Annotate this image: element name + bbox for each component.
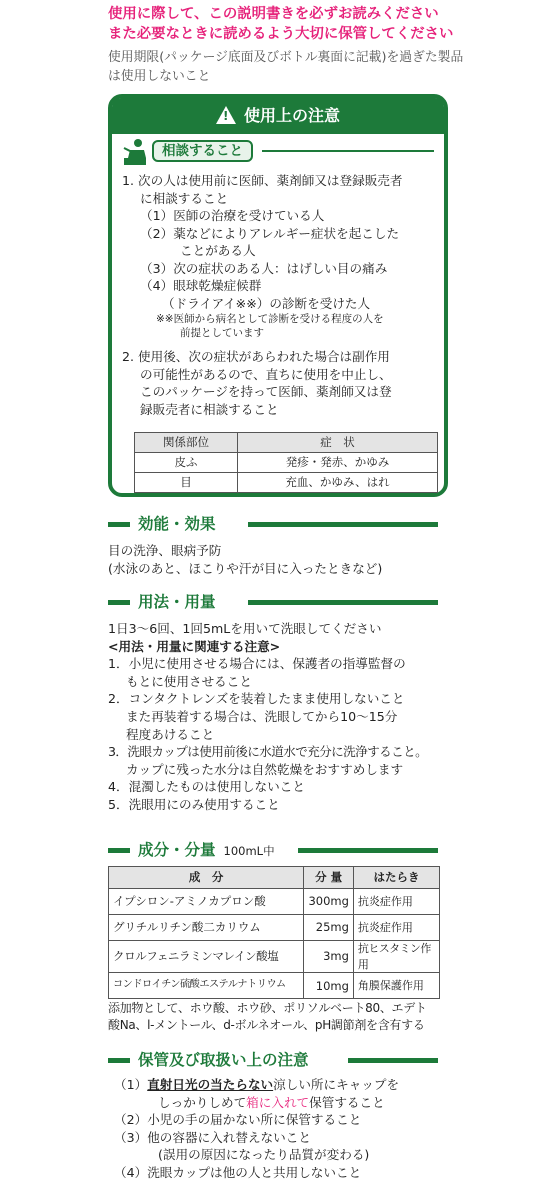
efficacy-title: 効能・効果: [138, 515, 216, 533]
consult-item-1-cont: に相談すること: [140, 190, 229, 206]
keep-in-box-emphasis: 箱に入れて: [246, 1094, 310, 1110]
consult-item-1: 1. 次の人は使用前に医師、薬剤師又は登録販売者: [122, 173, 403, 188]
usage-note: カップに残った水分は自然乾燥をおすすめします: [126, 761, 404, 777]
consult-sub-1: （1）医師の治療を受けている人: [140, 208, 325, 223]
consult-label: 相談すること: [152, 140, 253, 162]
table-row: [135, 473, 438, 493]
storage-heading: [108, 1048, 438, 1072]
usage-title: 用法・用量: [138, 593, 216, 611]
ingredients-title-text: 成分・分量: [138, 841, 216, 859]
direct-sunlight-warning: 直射日光の当たらない: [147, 1077, 274, 1092]
table-cell: 発疹・発赤、かゆみ: [238, 453, 438, 473]
usage-text: [108, 620, 448, 814]
dry-eye-note: ※※医師から病名として診断を受ける程度の人を: [156, 313, 384, 325]
table-cell: 角膜保護作用: [353, 973, 439, 999]
storage-item-2: （2）小児の手の届かない所に保管すること: [114, 1112, 362, 1128]
table-cell: イプシロン-アミノカプロン酸: [109, 889, 304, 915]
usage-notes-title: <用法・用量に関連する注意>: [108, 638, 281, 654]
dry-eye-note-cont: 前提としています: [180, 327, 264, 339]
keep-instructions-notice: また必要なときに読めるよう大切に保管してください: [108, 26, 454, 42]
consult-item-2: 2. 使用後、次の症状があらわれた場合は副作用: [122, 349, 390, 364]
table-header: 成 分: [109, 867, 304, 889]
storage-text-part: 保管すること: [309, 1094, 385, 1110]
table-header-symptom: 症 状: [238, 433, 438, 453]
table-cell: 25mg: [304, 915, 354, 941]
table-cell: 10mg: [304, 973, 354, 999]
usage-note: また再装着する場合は、洗眼してから10〜15分: [126, 708, 398, 724]
expiry-notice-line1: 使用期限(パッケージ底面及びボトル裏面に記載)を過ぎた製品: [108, 50, 464, 65]
precautions-body: [122, 172, 440, 418]
usage-note: もとに使用させること: [126, 673, 252, 689]
table-cell: グリチルリチン酸二カリウム: [109, 915, 304, 941]
efficacy-line: 目の洗浄、眼病予防: [108, 543, 222, 558]
usage-note: 程度あけること: [126, 726, 215, 742]
table-row: [135, 453, 438, 473]
additives-line: 酸Na、l-メントール、d-ボルネオール、pH調節剤を含有する: [108, 1018, 425, 1032]
storage-title: 保管及び取扱い上の注意: [138, 1051, 309, 1069]
table-cell: 充血、かゆみ、はれ: [238, 473, 438, 493]
consult-item-2-cont3: 録販売者に相談すること: [140, 401, 279, 417]
storage-item-3: （3）他の容器に入れ替えないこと: [114, 1129, 311, 1145]
consult-sub-4-cont: （ドライアイ※※）の診断を受けた人: [162, 295, 371, 311]
storage-item-4: （4）洗眼カップは他の人と共用しないこと: [114, 1164, 362, 1180]
ingredients-heading: [108, 838, 438, 862]
table-cell: 抗炎症作用: [353, 915, 439, 941]
consult-sub-4: （4）眼球乾燥症候群: [140, 278, 262, 293]
table-cell: 300mg: [304, 889, 354, 915]
storage-item-3-cont: (誤用の原因になったり品質が変わる): [158, 1147, 370, 1163]
usage-note: 4．混濁したものは使用しないこと: [108, 779, 305, 795]
ingredients-per: 100mL中: [223, 844, 275, 858]
table-header: はたらき: [353, 867, 439, 889]
table-header-area: 関係部位: [135, 433, 238, 453]
table-cell: 皮ふ: [135, 453, 238, 473]
expiry-notice-line2: は使用しないこと: [108, 69, 211, 84]
consult-person-icon: [122, 138, 148, 166]
usage-note: 2．コンタクトレンズを装着したまま使用しないこと: [108, 691, 405, 707]
additives-line: 添加物として、ホウ酸、ホウ砂、ポリソルベート80、エデト: [108, 1001, 427, 1015]
table-row: [109, 941, 440, 973]
table-cell: コンドロイチン硫酸エステルナトリウム: [109, 973, 304, 999]
storage-item-1-cont: [114, 1094, 454, 1112]
efficacy-line: (水泳のあと、ほこりや汗が目に入ったときなど): [108, 560, 383, 576]
table-cell: クロルフェニラミンマレイン酸塩: [109, 941, 304, 973]
table-header: 分 量: [304, 867, 354, 889]
table-cell: 抗炎症作用: [353, 889, 439, 915]
consult-divider: [262, 150, 434, 152]
storage-text-part: 涼しい所にキャップを: [273, 1077, 400, 1092]
precautions-title-text: 使用上の注意: [243, 106, 340, 125]
consult-sub-3: （3）次の症状のある人：はげしい目の痛み: [140, 260, 388, 276]
table-cell: 抗ヒスタミン作用: [353, 941, 439, 973]
ingredients-title: [138, 838, 275, 863]
table-row: [109, 973, 440, 999]
usage-note: 3．洗眼カップは使用前後に水道水で充分に洗浄すること。: [108, 744, 428, 760]
read-instructions-notice: 使用に際して、この説明書きを必ずお読みください: [108, 6, 439, 22]
precautions-title: [112, 98, 444, 134]
storage-item-number: （1）: [114, 1077, 148, 1092]
table-row: [109, 889, 440, 915]
storage-text-part: しっかりしめて: [158, 1094, 247, 1110]
dosage-line: 1日3〜6回、1回5mLを用いて洗眼してください: [108, 621, 382, 636]
header: [108, 4, 548, 86]
warning-triangle-icon: [216, 106, 236, 124]
storage-text: [114, 1076, 454, 1182]
additives-text: [108, 1000, 448, 1034]
consult-item-2-cont2: このパッケージを持って医師、薬剤師又は登: [140, 384, 392, 399]
table-row: [109, 915, 440, 941]
efficacy-heading: [108, 512, 438, 536]
side-effect-table: [134, 432, 438, 493]
ingredients-table: [108, 866, 440, 999]
table-cell: 3mg: [304, 941, 354, 973]
consult-sub-2-cont: ことがある人: [180, 243, 256, 258]
precautions-box: [108, 94, 448, 497]
usage-note: 1．小児に使用させる場合には、保護者の指導監督の: [108, 656, 406, 672]
consult-item-2-cont1: の可能性があるので、直ちに使用を中止し、: [140, 366, 392, 382]
storage-item-1: [114, 1076, 454, 1094]
table-cell: 目: [135, 473, 238, 493]
usage-heading: [108, 590, 438, 614]
consult-sub-2: （2）薬などによりアレルギー症状を起こした: [140, 225, 400, 241]
efficacy-text: [108, 542, 448, 577]
usage-note: 5．洗眼用にのみ使用すること: [108, 796, 280, 812]
